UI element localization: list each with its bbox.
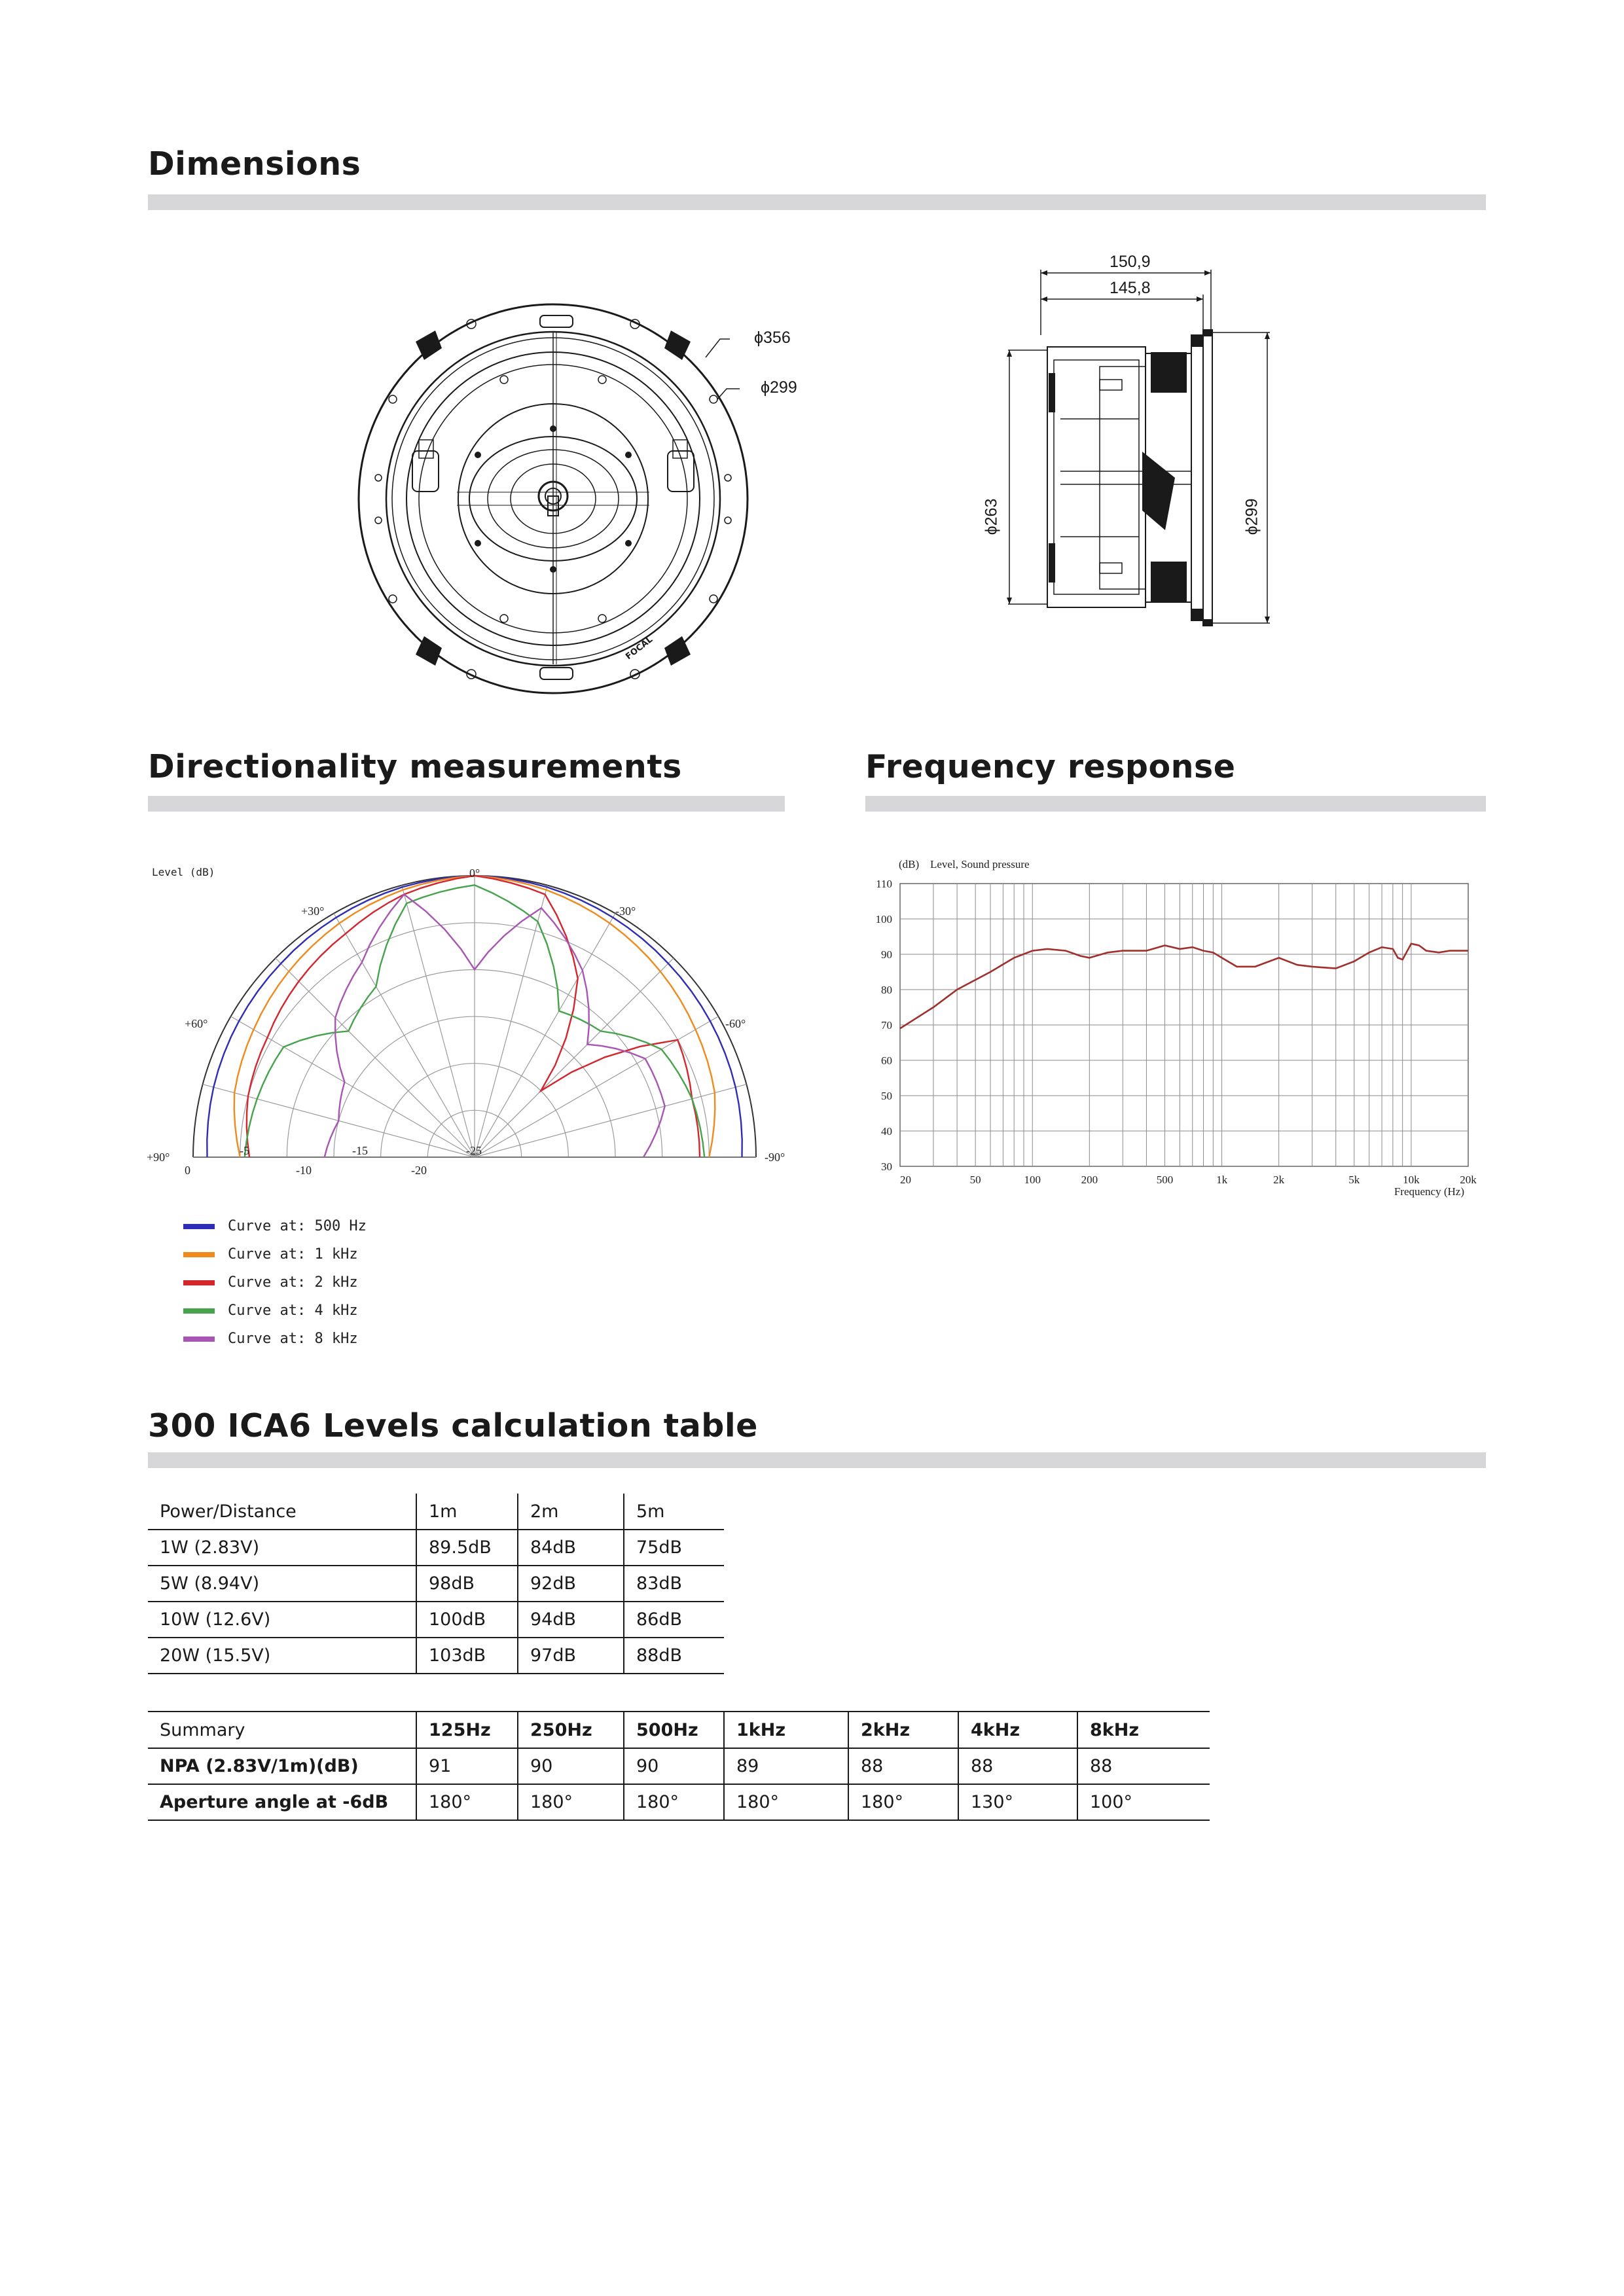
legend-swatch: [183, 1280, 215, 1285]
table-row: [148, 1566, 724, 1602]
table-header-row: [148, 1494, 724, 1530]
levels-table: [148, 1494, 724, 1674]
legend-item: [183, 1297, 367, 1325]
polar-db-tick: 0: [185, 1164, 190, 1177]
table-cell: 92dB: [518, 1566, 624, 1602]
table-cell: 180°: [624, 1784, 724, 1820]
dimensions-divider: [148, 194, 1486, 210]
table-cell: 1W (2.83V): [148, 1530, 416, 1566]
frequency-x-tick: 100: [1024, 1174, 1041, 1186]
frequency-x-tick: 200: [1081, 1174, 1098, 1186]
table-cell: 180°: [518, 1784, 624, 1820]
polar-ring-label: -25: [466, 1144, 482, 1157]
table-header-cell: Power/Distance: [148, 1494, 416, 1530]
total-depth-label: 150,9: [1110, 253, 1151, 271]
polar-db-tick: -20: [411, 1164, 427, 1177]
polar-series-line: [325, 895, 665, 1158]
legend-item: [183, 1268, 367, 1297]
legend-label: Curve at: 8 kHz: [228, 1331, 358, 1347]
legend-swatch: [183, 1336, 215, 1342]
table-header-cell: 5m: [624, 1494, 724, 1530]
table-cell: 75dB: [624, 1530, 724, 1566]
table-header-cell: 500Hz: [624, 1712, 724, 1748]
legend-swatch: [183, 1252, 215, 1257]
table-cell: 180°: [724, 1784, 848, 1820]
frequency-y-tick: 100: [875, 913, 892, 925]
speaker-side-view-drawing: [995, 262, 1283, 681]
polar-ring-label: -5: [240, 1144, 249, 1157]
legend-label: Curve at: 4 kHz: [228, 1302, 358, 1319]
polar-angle-label: +60°: [185, 1017, 208, 1030]
frequency-y-tick: 50: [881, 1090, 892, 1102]
frequency-x-axis-label: Frequency (Hz): [1394, 1185, 1464, 1198]
table-cell: 88dB: [624, 1638, 724, 1674]
mounting-depth-label: 145,8: [1110, 279, 1151, 297]
table-header-cell: 2kHz: [848, 1712, 958, 1748]
cutout-diameter-side-label: ϕ299: [1242, 498, 1261, 535]
levels-heading: 300 ICA6 Levels calculation table: [148, 1407, 758, 1444]
table-cell: 88: [848, 1748, 958, 1784]
table-header-cell: 8kHz: [1077, 1712, 1210, 1748]
frequency-x-tick: 20: [900, 1174, 911, 1186]
legend-label: Curve at: 2 kHz: [228, 1274, 358, 1291]
frequency-unit-label: (dB): [899, 858, 920, 870]
table-cell: 88: [958, 1748, 1077, 1784]
table-cell: 100°: [1077, 1784, 1210, 1820]
table-row: [148, 1784, 1210, 1820]
table-cell: 83dB: [624, 1566, 724, 1602]
table-cell: NPA (2.83V/1m)(dB): [148, 1748, 416, 1784]
table-cell: 94dB: [518, 1602, 624, 1638]
frequency-heading: Frequency response: [865, 748, 1236, 785]
legend-label: Curve at: 500 Hz: [228, 1218, 367, 1234]
polar-spoke: [334, 914, 475, 1157]
frequency-divider: [865, 796, 1486, 812]
table-header-cell: 1m: [416, 1494, 518, 1530]
polar-level-label: Level (dB): [152, 866, 215, 878]
frequency-x-tick: 10k: [1403, 1174, 1420, 1186]
legend-item: [183, 1212, 367, 1240]
cutout-diameter-front-label: ϕ299: [761, 378, 797, 397]
table-cell: 180°: [416, 1784, 518, 1820]
polar-spoke: [475, 1085, 746, 1157]
table-cell: Aperture angle at -6dB: [148, 1784, 416, 1820]
table-cell: 89: [724, 1748, 848, 1784]
table-cell: 97dB: [518, 1638, 624, 1674]
legend-item: [183, 1325, 367, 1353]
polar-spoke: [402, 886, 475, 1157]
frequency-title: Level, Sound pressure: [930, 858, 1030, 870]
frequency-x-tick: 5k: [1348, 1174, 1360, 1186]
table-header-cell: 1kHz: [724, 1712, 848, 1748]
table-cell: 100dB: [416, 1602, 518, 1638]
polar-db-tick: -10: [296, 1164, 312, 1177]
body-diameter-label: ϕ263: [982, 498, 1001, 535]
table-row: [148, 1602, 724, 1638]
table-header-cell: 125Hz: [416, 1712, 518, 1748]
polar-spoke: [475, 914, 615, 1157]
polar-angle-label: -90°: [765, 1151, 785, 1164]
table-cell: 130°: [958, 1784, 1077, 1820]
table-header-cell: Summary: [148, 1712, 416, 1748]
polar-angle-label: +90°: [147, 1151, 170, 1164]
legend-swatch: [183, 1308, 215, 1314]
outer-diameter-label: ϕ356: [754, 329, 791, 347]
table-header-cell: 250Hz: [518, 1712, 624, 1748]
directionality-polar-chart: [144, 844, 799, 1198]
table-cell: 20W (15.5V): [148, 1638, 416, 1674]
polar-angle-label: 0°: [469, 867, 480, 880]
polar-spoke: [475, 886, 547, 1157]
table-cell: 98dB: [416, 1566, 518, 1602]
table-row: [148, 1638, 724, 1674]
table-cell: 10W (12.6V): [148, 1602, 416, 1638]
table-cell: 84dB: [518, 1530, 624, 1566]
legend-item: [183, 1240, 367, 1268]
table-row: [148, 1530, 724, 1566]
frequency-x-tick: 1k: [1216, 1174, 1228, 1186]
table-cell: 86dB: [624, 1602, 724, 1638]
polar-spoke: [475, 1016, 718, 1157]
levels-divider: [148, 1452, 1486, 1468]
frequency-y-tick: 40: [881, 1125, 892, 1138]
polar-angle-label: -60°: [725, 1017, 746, 1030]
table-cell: 90: [518, 1748, 624, 1784]
table-cell: 89.5dB: [416, 1530, 518, 1566]
polar-legend: [183, 1212, 367, 1353]
frequency-y-tick: 30: [881, 1160, 892, 1173]
table-cell: 91: [416, 1748, 518, 1784]
speaker-front-view-drawing: [353, 301, 759, 700]
frequency-response-line: [900, 944, 1468, 1029]
directionality-heading: Directionality measurements: [148, 748, 682, 785]
dimensions-heading: Dimensions: [148, 145, 361, 183]
brand-mark: FOCAL: [624, 634, 655, 662]
table-cell: 90: [624, 1748, 724, 1784]
legend-label: Curve at: 1 kHz: [228, 1246, 358, 1263]
polar-angle-label: +30°: [301, 905, 325, 918]
summary-table: [148, 1711, 1210, 1821]
frequency-x-tick: 500: [1156, 1174, 1174, 1186]
directionality-divider: [148, 796, 785, 812]
frequency-y-tick: 60: [881, 1054, 892, 1067]
table-cell: 5W (8.94V): [148, 1566, 416, 1602]
frequency-y-tick: 80: [881, 984, 892, 996]
table-header-cell: 2m: [518, 1494, 624, 1530]
table-cell: 88: [1077, 1748, 1210, 1784]
frequency-response-chart: [867, 851, 1496, 1204]
table-cell: 103dB: [416, 1638, 518, 1674]
frequency-x-tick: 20k: [1460, 1174, 1477, 1186]
frequency-x-tick: 2k: [1273, 1174, 1285, 1186]
table-cell: 180°: [848, 1784, 958, 1820]
frequency-x-tick: 50: [969, 1174, 981, 1186]
table-row: [148, 1748, 1210, 1784]
frequency-y-tick: 90: [881, 948, 892, 961]
legend-swatch: [183, 1224, 215, 1229]
table-header-cell: 4kHz: [958, 1712, 1077, 1748]
polar-angle-label: -30°: [615, 905, 636, 918]
frequency-y-tick: 70: [881, 1019, 892, 1031]
polar-ring-label: -15: [352, 1144, 368, 1157]
table-header-row: [148, 1712, 1210, 1748]
frequency-y-tick: 110: [876, 878, 892, 890]
